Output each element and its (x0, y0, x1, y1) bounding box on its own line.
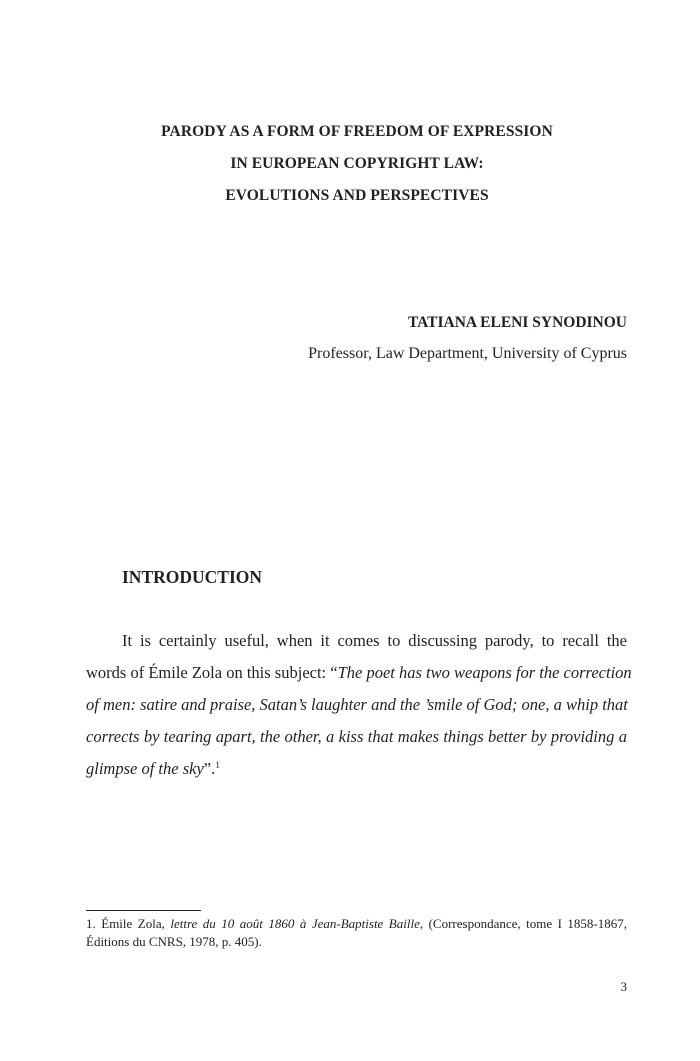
quotation-text: The poet has two weapons for the correction (337, 663, 632, 682)
footnote-author: Émile Zola, (101, 916, 165, 931)
paragraph-line-1 (86, 631, 627, 651)
quotation-text: glimpse of the sky (86, 759, 204, 778)
quotation-text: of men: satire and praise, Satan’s laughter and the ’smile of God; one, a whip that (86, 695, 628, 714)
article-title-line-2: IN EUROPEAN COPYRIGHT LAW: (230, 155, 484, 172)
footnote-divider (86, 910, 201, 911)
author-affiliation: Professor, Law Department, University of Cyprus (308, 345, 627, 362)
section-heading: INTRODUCTION (122, 567, 263, 587)
page-number: 3 (620, 979, 627, 994)
quotation-close: ”. (203, 759, 216, 778)
footnote-line-2: Éditions du CNRS, 1978, p. 405). (86, 934, 262, 949)
author-name: TATIANA ELENI SYNODINOU (407, 314, 627, 331)
footnote-work-title: lettre du 10 août 1860 à Jean-Baptiste Baille (170, 916, 420, 931)
paragraph-line-2 (86, 663, 632, 683)
paragraph-text: It is certainly useful, when it comes to discussing parody, to recall the (122, 631, 627, 650)
footnote-reference[interactable]: 1 (215, 761, 220, 771)
footnote-details: , (Correspondance, tome I 1858-1867, (419, 916, 628, 931)
footnote-number: 1. (86, 916, 96, 931)
paragraph-text: words of Émile Zola on this subject: “ (86, 663, 338, 682)
paragraph-line-5 (86, 759, 627, 779)
paragraph-line-4 (86, 727, 627, 747)
paragraph-line-3 (86, 695, 627, 715)
article-title-line-3: EVOLUTIONS AND PERSPECTIVES (225, 187, 489, 204)
footnote-line-1 (86, 915, 627, 932)
quotation-text: corrects by tearing apart, the other, a kiss that makes things better by providing a (86, 727, 627, 746)
article-title-line-1: PARODY AS A FORM OF FREEDOM OF EXPRESSION (161, 123, 553, 140)
